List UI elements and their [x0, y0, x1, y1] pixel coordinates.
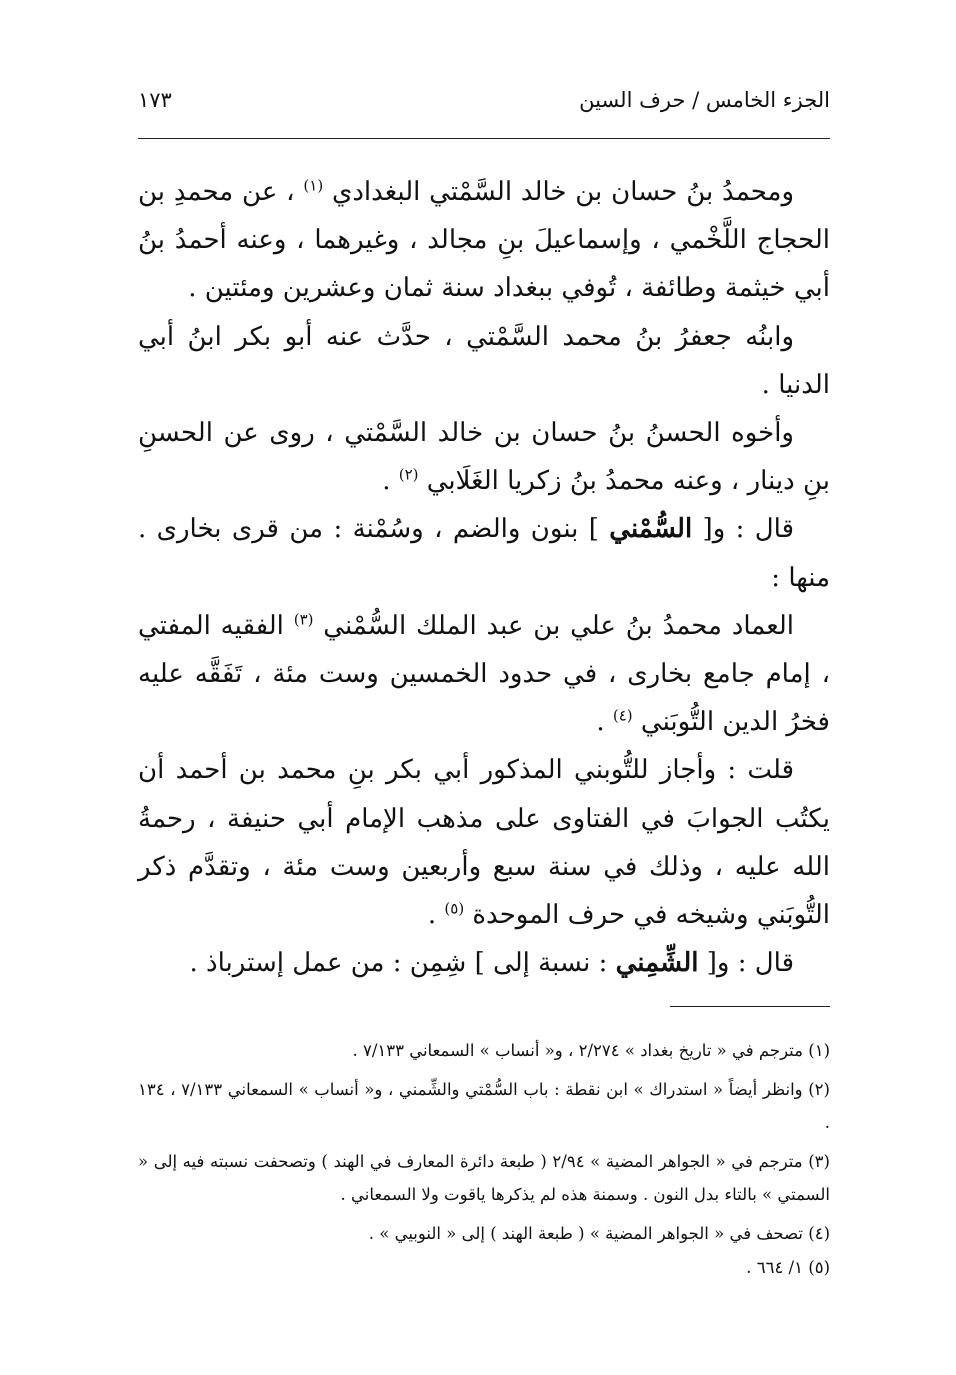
paragraph-jafar-ibn-muhammad: [138, 313, 830, 409]
paragraph-text: ومحمدُ بنُ حسان بن خالد السَّمْتي البغدادي: [323, 177, 794, 207]
paragraph-al-hasan-ibn-hassan: [138, 409, 830, 505]
paragraph-text: ، عن محمدِ بن الحجاج اللَّخْمي ، وإسماعيلَ بنِ مجالد ، وغيرهما ، وعنه أحمدُ بنُ أبي خيثمة وطائفة ، تُوفي ببغداد سنة ثمان وعشرين ومئتين .: [138, 177, 830, 304]
footnote-ref-2: (٢): [398, 465, 419, 484]
headword-shimini: الشِّمِني: [615, 948, 699, 979]
footnote-separator: [670, 1006, 830, 1007]
paragraph-al-shimini-heading: [138, 939, 830, 987]
paragraph-text: قال : و[: [692, 514, 795, 545]
paragraph-al-imad: [138, 602, 830, 747]
header-rule: [138, 138, 830, 139]
footnote-text: تصحف في « الجواهر المضية » ( طبعة الهند ) إلى « النوبيي » .: [368, 1223, 803, 1243]
running-header: [138, 88, 830, 120]
footnote-number: (١): [808, 1041, 830, 1060]
paragraph-text: .: [596, 707, 613, 738]
headword-sumni: السُّمْني: [609, 514, 693, 545]
footnote-5: [138, 1251, 830, 1285]
main-text: [138, 168, 830, 987]
footnote-2: [138, 1073, 830, 1140]
paragraph-text: ] بنون والضم ، وسُمْنة : من قرى بخارى . منها :: [138, 514, 830, 593]
page-number: ١٧٣: [138, 88, 172, 112]
paragraph-text: .: [427, 900, 445, 931]
footnote-4: [138, 1217, 830, 1251]
footnote-text: مترجم في « الجواهر المضية » ٢/٩٤ ( طبعة دائرة المعارف في الهند ) وتصحفت نسبته فيه إلى « السمتي » بالتاء بدل النون . وسمنة هذه لم يذكرها ياقوت ولا السمعاني .: [138, 1151, 830, 1205]
footnote-ref-4: (٤): [612, 706, 633, 725]
paragraph-text: الفقيه المفتي ، إمام جامع بخارى ، في حدود الخمسين وست مئة ، تَفَقَّه عليه فخرُ الدين التُّوبَني: [138, 610, 830, 738]
footnote-text: مترجم في « تاريخ بغداد » ٢/٢٧٤ ، و« أنساب » السمعاني ٧/١٣٣ .: [352, 1041, 803, 1060]
paragraph-al-sumni-heading: [138, 505, 830, 601]
footnote-3: [138, 1145, 830, 1212]
paragraph-text: : نسبة إلى ] شِمِن : من عمل إسترباذ .: [189, 948, 616, 979]
paragraph-text: قال : و[: [698, 948, 794, 979]
footnote-number: (٢): [808, 1079, 830, 1099]
footnote-ref-1: (١): [303, 176, 324, 195]
paragraph-text: وابنُه جعفرُ بنُ محمد السَّمْتي ، حدَّث عنه أبو بكر ابنُ أبي الدنيا .: [138, 321, 830, 400]
footnote-number: (٤): [808, 1223, 830, 1243]
paragraph-muhammad-ibn-hassan: [138, 168, 830, 313]
footnote-1: [138, 1034, 830, 1068]
footnote-number: (٥): [808, 1257, 830, 1277]
footnote-ref-5: (٥): [444, 899, 465, 918]
paragraph-text: العماد محمدُ بنُ علي بن عبد الملك السُّمْني: [313, 610, 794, 641]
footnote-text: ١/ ٦٦٤ .: [746, 1257, 803, 1277]
paragraph-qultu: [138, 746, 830, 939]
footnotes: [138, 1034, 830, 1284]
footnote-text: وانظر أيضاً « استدراك » ابن نقطة : باب السُّمْتي والشِّمني ، و« أنساب » السمعاني ٧/١٣٣ ، ١٣٤ .: [138, 1079, 830, 1133]
footnote-number: (٣): [808, 1151, 830, 1171]
paragraph-text: قلت : وأجاز للتُّوبني المذكور أبي بكر بنِ محمد بن أحمد أن يكتُب الجوابَ في الفتاوى على مذهب الإمام أبي حنيفة ، رحمةُ الله عليه ، وذلك في سنة سبع وأربعين وست مئة ، وتقدَّم ذكر التُّوبَني وشيخه في حرف الموحدة: [138, 755, 830, 931]
running-title: الجزء الخامس / حرف السين: [579, 88, 830, 112]
paragraph-text: وأخوه الحسنُ بنُ حسان بن خالد السَّمْتي ، روى عن الحسنِ بنِ دينار ، وعنه محمدُ بنُ زكريا الغَلَابي: [138, 418, 830, 497]
footnote-ref-3: (٣): [293, 610, 314, 629]
paragraph-text: .: [382, 466, 399, 497]
